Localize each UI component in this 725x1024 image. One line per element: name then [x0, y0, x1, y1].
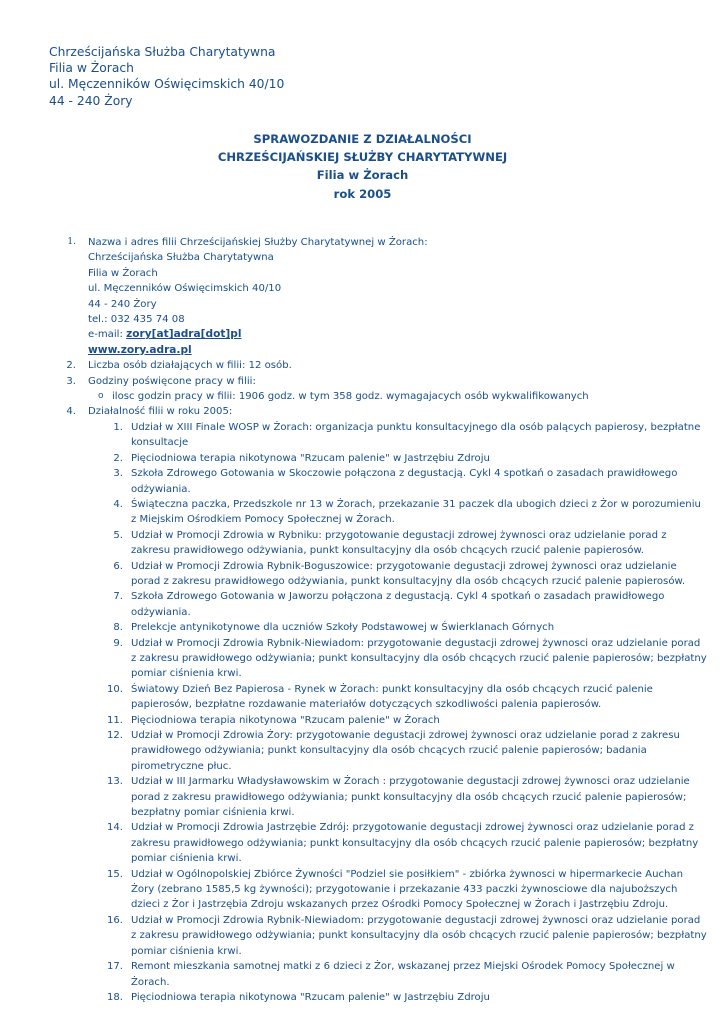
list-item-line: konsultacje	[131, 437, 189, 449]
list-item-number: 14.	[106, 822, 123, 834]
list-item-line: pomiar ciśnienia krwi.	[131, 668, 242, 680]
list-item-line: z zakresu prawidłowego odżywiania; punkt konsultacyjny dla osób chcących rzucić palenie papierosów; bezpłatny	[131, 652, 707, 664]
list-item-line: Świąteczna paczka, Przedszkole nr 13 w Żorach, przekazanie 31 paczek dla ubogich dzieci z Żor w porozumieniu	[131, 498, 701, 510]
list-item	[97, 420, 701, 451]
branch-name: Filia w Żorach	[49, 61, 134, 76]
list-item	[97, 636, 707, 682]
list-item	[97, 990, 694, 1005]
list-item	[97, 497, 701, 528]
list-item	[97, 589, 694, 620]
list-item-line: bezpłatny pomiar ciśnienia krwi.	[131, 807, 295, 819]
activities-list	[54, 420, 707, 1005]
list-item	[97, 559, 694, 590]
section-1-line: Filia w Żorach	[88, 267, 158, 279]
list-item-line: Żorach.	[131, 976, 170, 988]
list-item-line: pomiar ciśnienia krwi.	[131, 853, 242, 865]
list-item-number: 2.	[113, 452, 123, 464]
section-1-line: ul. Męczenników Oświęcimskich 40/10	[88, 283, 282, 295]
list-item-number: 1.	[113, 421, 123, 433]
list-item	[97, 867, 694, 913]
list-item-line: zakresu prawidłowego odżywiania; punkt konsultacyjny dla osób chcących rzucić palenie papierosów; bezpłatny	[131, 837, 699, 849]
section-1-line: 44 - 240 Żory	[88, 298, 157, 310]
list-item-number: 16.	[106, 914, 123, 926]
list-item-line: Udział w Promocji Zdrowia Rybnik-Niewiadom: przygotowanie degustacji zdrowej żywnosci oraz udzielanie porad	[131, 637, 701, 649]
list-item-line: porad z zakresu prawidłowego odżywiania, punkt konsultacyjny dla osób chcących rzucić palenie papierosów.	[131, 575, 686, 587]
list-item-line: Udział w Promocji Zdrowia w Rybniku: przygotowanie degustacji zdrowej żywnosci oraz udzielanie porad z	[131, 529, 667, 541]
list-item-line: Pięciodniowa terapia nikotynowa "Rzucam palenie" w Żorach	[131, 714, 440, 726]
section-number: 4.	[66, 406, 76, 418]
list-item	[97, 774, 694, 820]
list-item-number: 5.	[113, 529, 123, 541]
report-title	[0, 130, 725, 203]
list-item	[97, 959, 694, 990]
website-line	[88, 343, 694, 358]
section-4	[54, 404, 694, 419]
email-line	[88, 327, 694, 342]
list-item-number: 3.	[113, 468, 123, 480]
list-item-line: Szkoła Zdrowego Gotowania w Jaworzu połączona z degustacją. Cykl 4 spotkań o zasadach prawidłowego	[131, 591, 665, 603]
list-item-number: 13.	[106, 776, 123, 788]
section-3-subitem	[54, 389, 694, 404]
list-item	[97, 728, 694, 774]
list-item-line: Remont mieszkania samotnej matki z 6 dzieci z Żor, wskazanej przez Miejski Ośrodek Pomocy Społecznej w	[131, 961, 675, 973]
list-item-line: z Miejskim Ośrodkiem Pomocy Społecznej w Żorach.	[131, 514, 395, 526]
section-number: 2.	[66, 360, 76, 372]
list-item-line: papierosów, bezpłatne rozdawanie materiałów dotyczących szkodliwości palenia papierosów.	[131, 699, 602, 711]
section-3-subitem-text: ilosc godzin pracy w filii: 1906 godz. w tym 358 godz. wymagajacych osób wykwalifikowanych	[112, 391, 589, 403]
list-item-line: Prelekcje antynikotynowe dla uczniów Szkoły Podstawowej w Świerklanach Górnych	[131, 622, 555, 634]
list-item-number: 4.	[113, 498, 123, 510]
email-link[interactable]: zory[at]adra[dot]pl	[126, 328, 242, 341]
list-item-line: Szkoła Zdrowego Gotowania w Skoczowie połączona z degustacją. Cykl 4 spotkań o zasadach prawidłowego	[131, 468, 678, 480]
list-item-line: pirometryczne płuc.	[131, 760, 232, 772]
list-item-number: 11.	[106, 714, 123, 726]
section-number: 1.	[67, 237, 76, 247]
section-4-text: Działalność filii w roku 2005:	[88, 406, 233, 418]
list-item	[97, 913, 707, 959]
list-item-line: z zakresu prawidłowego odżywiania; punkt konsultacyjny dla osób chcących rzucić palenie papierosów; bezpłatny	[131, 930, 707, 942]
section-1-line: Chrześcijańska Służba Charytatywna	[88, 252, 274, 264]
title-line-1: SPRAWOZDANIE Z DZIAŁALNOŚCI	[253, 132, 472, 146]
section-2	[54, 358, 694, 373]
list-item-line: Udział w III Jarmarku Władysławowskim w Żorach : przygotowanie degustacji zdrowej żywnosci oraz udzielanie	[131, 776, 690, 788]
list-item-number: 8.	[113, 622, 123, 634]
list-item-number: 10.	[106, 683, 123, 695]
list-item-line: zakresu prawidłowego odżywiania, punkt konsultacyjny dla osób chcących rzucić palenie papierosów.	[131, 545, 644, 557]
list-item-line: Udział w Promocji Zdrowia Rybnik-Boguszowice: przygotowanie degustacji zdrowej żywnosci oraz udzielanie	[131, 560, 677, 572]
title-line-4: rok 2005	[333, 186, 392, 201]
list-item-line: porad z zakresu prawidłowego odżywiania; punkt konsultacyjny dla osób chcących rzucić palenie papierosów;	[131, 791, 687, 803]
title-line-3: Filia w Żorach	[316, 168, 409, 183]
list-item-line: Udział w Promocji Zdrowia Rybnik-Niewiadom: przygotowanie degustacji zdrowej żywnosci oraz udzielanie porad	[131, 914, 701, 926]
list-item-number: 18.	[106, 991, 123, 1003]
section-1	[54, 235, 694, 358]
list-item-number: 15.	[106, 868, 123, 880]
list-item	[97, 713, 694, 728]
email-label: e-mail:	[88, 329, 127, 341]
circle-bullet-icon: o	[98, 391, 104, 402]
list-item	[97, 451, 694, 466]
title-line-2: CHRZEŚCIJAŃSKIEJ SŁUŻBY CHARYTATYWNEJ	[217, 150, 508, 165]
section-1-line: Nazwa i adres filii Chrześcijańskiej Służby Charytatywnej w Żorach:	[88, 237, 428, 248]
list-item-line: prawidłowego odżywiania; punkt konsultacyjny dla osób chcących rzucić palenie papierosów; badania	[131, 745, 647, 757]
report-sections	[54, 235, 707, 1005]
list-item-line: odżywiania.	[131, 483, 191, 495]
list-item-line: Światowy Dzień Bez Papierosa - Rynek w Żorach: punkt konsultacyjny dla osób chcących rzucić palenie	[131, 683, 653, 695]
street-address: ul. Męczenników Oświęcimskich 40/10	[49, 77, 285, 92]
list-item	[97, 682, 694, 713]
list-item-line: pomiar ciśnienia krwi.	[131, 945, 242, 957]
section-3-text: Godziny poświęcone pracy w filii:	[88, 375, 256, 387]
list-item-number: 17.	[106, 961, 123, 973]
list-item-line: Udział w Promocji Zdrowia Jastrzębie Zdrój: przygotowanie degustacji zdrowej żywnosci oraz udzielanie porad z	[131, 822, 694, 834]
sender-address	[49, 44, 284, 109]
section-1-line: tel.: 032 435 74 08	[88, 314, 185, 326]
list-item-line: Udział w Ogólnopolskiej Zbiórce Żywności "Podziel sie posiłkiem" - zbiórka żywnosci w hipermarkecie Auchan	[131, 868, 683, 880]
list-item-number: 9.	[113, 637, 123, 649]
section-number: 3.	[66, 375, 76, 387]
list-item-line: Pięciodniowa terapia nikotynowa "Rzucam palenie" w Jastrzębiu Zdroju	[131, 452, 490, 464]
list-item-number: 6.	[113, 560, 123, 572]
postal-city: 44 - 240 Żory	[49, 93, 133, 108]
list-item-line: Pięciodniowa terapia nikotynowa "Rzucam palenie" w Jastrzębiu Zdroju	[131, 991, 490, 1003]
org-name: Chrześcijańska Służba Charytatywna	[49, 45, 276, 59]
list-item	[97, 528, 694, 559]
list-item-line: Żory (zebrano 1585,5 kg żywności); przygotowanie i przekazanie 433 paczki żywnosciowe dla najuboższych	[131, 884, 678, 896]
list-item-number: 12.	[106, 730, 123, 741]
list-item-line: Udział w XIII Finale WOSP w Żorach: organizacja punktu konsultacyjnego dla osób palących papierosy, bezpłatne	[131, 421, 701, 433]
list-item-line: Udział w Promocji Zdrowia Żory: przygotowanie degustacji zdrowej żywnosci oraz udzielanie porad z zakresu	[131, 730, 680, 741]
list-item	[97, 620, 694, 635]
list-item-line: dzieci z Żor i Jastrzębia Zdroju wskazanych przez Ośrodki Pomocy Społecznej w Żorach i Jastrzębiu Zdroju.	[131, 899, 669, 911]
list-item-line: odżywiania.	[131, 606, 191, 618]
website-link[interactable]: www.zory.adra.pl	[88, 343, 192, 356]
list-item-number: 7.	[113, 591, 123, 603]
list-item	[97, 466, 694, 497]
list-item	[97, 820, 699, 866]
section-3	[54, 374, 694, 389]
section-2-text: Liczba osób działających w filii: 12 osób.	[88, 360, 292, 372]
